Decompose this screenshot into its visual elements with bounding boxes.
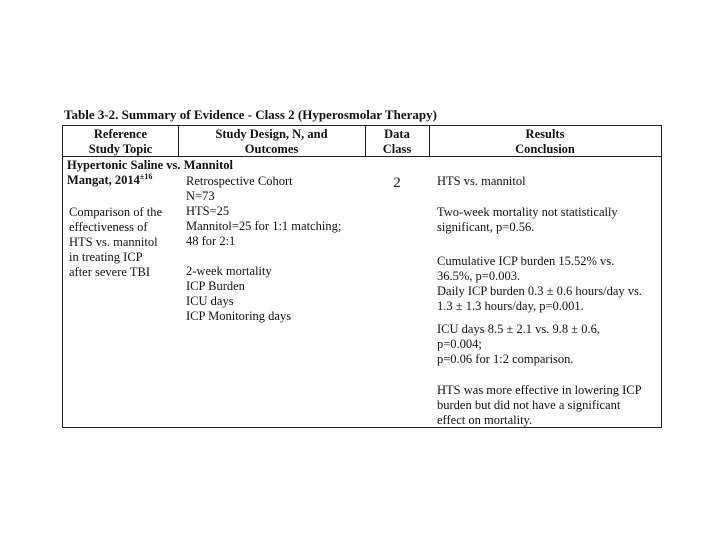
design-line: Mannitol=25 for 1:1 matching; <box>186 219 342 233</box>
header-text: Conclusion <box>515 142 575 156</box>
conclusion-line: HTS was more effective in lowering ICP <box>437 383 642 397</box>
reference-author <box>67 173 152 188</box>
result-icu-days <box>437 322 600 367</box>
topic-line: effectiveness of <box>69 220 148 234</box>
design-line: HTS=25 <box>186 204 230 218</box>
outcome-line: 2-week mortality <box>186 264 272 278</box>
topic-line: HTS vs. mannitol <box>69 235 158 249</box>
result-icp-burden <box>437 254 642 314</box>
header-data-class <box>365 127 429 157</box>
result-line: 1.3 ± 1.3 hours/day, p=0.001. <box>437 299 584 313</box>
header-results <box>429 127 661 157</box>
topic-line: after severe TBI <box>69 265 150 279</box>
header-reference <box>63 127 178 157</box>
study-design <box>186 174 341 249</box>
result-line: p=0.06 for 1:2 comparison. <box>437 352 574 366</box>
header-text: Study Design, N, and <box>215 127 328 141</box>
study-outcomes <box>186 264 291 324</box>
result-mortality <box>437 205 618 235</box>
citation-superscript: ±16 <box>139 171 153 181</box>
header-text: Outcomes <box>244 142 299 156</box>
outcome-line: ICP Monitoring days <box>186 309 292 323</box>
outcome-line: ICU days <box>186 294 234 308</box>
header-text: Class <box>382 142 412 156</box>
result-conclusion <box>437 383 642 428</box>
conclusion-line: burden but did not have a significant <box>437 398 621 412</box>
study-topic <box>69 205 162 280</box>
result-line: significant, p=0.56. <box>437 220 535 234</box>
result-line: Daily ICP burden 0.3 ± 0.6 hours/day vs. <box>437 284 642 298</box>
result-line: Cumulative ICP burden 15.52% vs. <box>437 254 615 268</box>
design-line: Retrospective Cohort <box>186 174 293 188</box>
data-class-value: 2 <box>393 175 401 191</box>
table-title: Table 3-2. Summary of Evidence - Class 2 (Hyperosmolar Therapy) <box>64 107 437 122</box>
result-comparison: HTS vs. mannitol <box>437 174 526 188</box>
section-heading: Hypertonic Saline vs. Mannitol <box>67 158 233 172</box>
result-line: Two-week mortality not statistically <box>437 205 618 219</box>
author-name: Mangat, 2014 <box>67 173 140 187</box>
design-line: N=73 <box>186 189 215 203</box>
design-line: 48 for 2:1 <box>186 234 236 248</box>
result-line: ICU days 8.5 ± 2.1 vs. 9.8 ± 0.6, <box>437 322 601 336</box>
result-line: 36.5%, p=0.003. <box>437 269 521 283</box>
conclusion-line: effect on mortality. <box>437 413 533 427</box>
topic-line: Comparison of the <box>69 205 163 219</box>
header-text: Data <box>384 127 410 141</box>
header-text: Study Topic <box>88 142 153 156</box>
outcome-line: ICP Burden <box>186 279 245 293</box>
result-line: p=0.004; <box>437 337 482 351</box>
evidence-table <box>62 125 662 428</box>
header-study-design <box>178 127 365 157</box>
header-text: Results <box>525 127 565 141</box>
header-text: Reference <box>93 127 148 141</box>
topic-line: in treating ICP <box>69 250 143 264</box>
